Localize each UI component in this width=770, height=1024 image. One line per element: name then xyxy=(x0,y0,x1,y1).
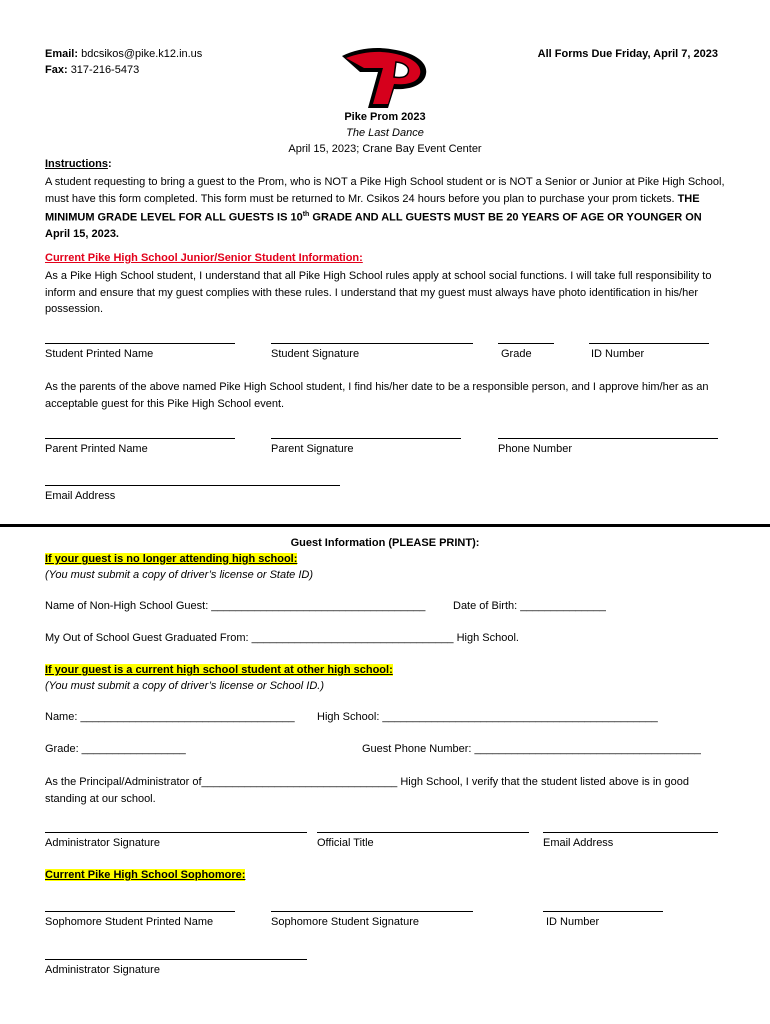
grade-line[interactable] xyxy=(498,343,554,344)
parent-email-line[interactable] xyxy=(45,485,340,486)
admin-email-label: Email Address xyxy=(543,837,614,849)
parent-signature-line[interactable] xyxy=(271,438,461,439)
graduated-from-field[interactable]: My Out of School Guest Graduated From: _________________________________ High School. xyxy=(45,632,519,644)
phone-number-label: Phone Number xyxy=(498,443,572,455)
id-number-label: ID Number xyxy=(591,348,645,360)
non-hs-guest-name-field[interactable]: Name of Non-High School Guest: ___________________________________ xyxy=(45,600,426,612)
event-date-place: April 15, 2023; Crane Bay Event Center xyxy=(288,143,482,155)
official-title-label: Official Title xyxy=(317,837,374,849)
student-signature-line[interactable] xyxy=(271,343,473,344)
date-of-birth-field[interactable]: Date of Birth: ______________ xyxy=(453,600,606,612)
due-date: All Forms Due Friday, April 7, 2023 xyxy=(537,48,718,60)
student-name-line[interactable] xyxy=(45,343,235,344)
student-printed-name-label: Student Printed Name xyxy=(45,348,154,360)
sophomore-printed-name-label: Sophomore Student Printed Name xyxy=(45,916,214,928)
other-school-heading: If your guest is a current high school student at other high school: xyxy=(45,664,393,676)
parent-section-body: As the parents of the above named Pike High School student, I find his/her date to be a responsible person, and I approve him/her as an acceptable guest for this Pike High School event. xyxy=(45,381,709,410)
pike-logo-icon xyxy=(338,44,432,110)
instructions-heading: Instructions: xyxy=(45,158,112,170)
id-number-line[interactable] xyxy=(589,343,709,344)
contact-fax xyxy=(45,64,139,76)
parent-name-line[interactable] xyxy=(45,438,235,439)
guest-phone-field[interactable]: Guest Phone Number: _____________________________________ xyxy=(362,743,701,755)
student-signature-label: Student Signature xyxy=(271,348,360,360)
sophomore-id-label: ID Number xyxy=(546,916,600,928)
other-school-note: (You must submit a copy of driver’s license or School ID.) xyxy=(45,680,324,692)
parent-signature-label: Parent Signature xyxy=(271,443,354,455)
guest-name-field[interactable]: Name: ___________________________________ xyxy=(45,711,295,723)
principal-verify-text: As the Principal/Administrator of________________________________ High School, I verify that the student listed above is in good standing at our school. xyxy=(45,776,689,805)
sophomore-name-line[interactable] xyxy=(45,911,235,912)
email-label: Email: xyxy=(45,48,79,60)
sophomore-signature-label: Sophomore Student Signature xyxy=(271,916,419,928)
event-theme: The Last Dance xyxy=(346,127,424,139)
student-section-heading: Current Pike High School Junior/Senior Student Information: xyxy=(45,252,363,264)
not-attending-note: (You must submit a copy of driver’s license or State ID) xyxy=(45,569,313,581)
guest-grade-field[interactable]: Grade: _________________ xyxy=(45,743,186,755)
sophomore-section-heading: Current Pike High School Sophomore: xyxy=(45,869,246,881)
sophomore-id-line[interactable] xyxy=(543,911,663,912)
not-attending-heading: If your guest is no longer attending high school: xyxy=(45,553,298,565)
sophomore-signature-line[interactable] xyxy=(271,911,473,912)
parent-printed-name-label: Parent Printed Name xyxy=(45,443,148,455)
guest-high-school-field[interactable]: High School: _____________________________________________ xyxy=(317,711,658,723)
fax-value: 317-216-5473 xyxy=(70,64,140,76)
admin-email-line[interactable] xyxy=(543,832,718,833)
instructions-body: A student requesting to bring a guest to the Prom, who is NOT a Pike High School student or is NOT a Senior or Junior at Pike High School, must have this form completed. This form must be returned to Mr. Csikos 24 hours before you plan to purchase your prom tickets. THE MINIMUM GRADE LEVEL FOR ALL GUESTS IS 10th GRADE AND ALL GUESTS MUST BE 20 YEARS OF AGE OR YOUNGER ON April 15, 2023. xyxy=(45,176,725,241)
contact-email xyxy=(45,48,202,60)
email-value: bdcsikos@pike.k12.in.us xyxy=(81,48,203,60)
guest-section-heading: Guest Information (PLEASE PRINT): xyxy=(290,537,480,549)
phone-number-line[interactable] xyxy=(498,438,718,439)
section-divider xyxy=(0,524,770,527)
sophomore-admin-signature-line[interactable] xyxy=(45,959,307,960)
student-section-body: As a Pike High School student, I understand that all Pike High School rules apply at school social functions. I will take full responsibility to inform and ensure that my guest complies with these rules. I understand that my guest must always have photo identification in his/her possession. xyxy=(45,270,712,315)
sophomore-admin-signature-label: Administrator Signature xyxy=(45,964,160,976)
grade-label: Grade xyxy=(501,348,532,360)
event-title: Pike Prom 2023 xyxy=(344,111,426,123)
fax-label: Fax: xyxy=(45,64,68,76)
official-title-line[interactable] xyxy=(317,832,529,833)
admin-signature-label: Administrator Signature xyxy=(45,837,160,849)
email-address-label: Email Address xyxy=(45,490,116,502)
admin-signature-line[interactable] xyxy=(45,832,307,833)
